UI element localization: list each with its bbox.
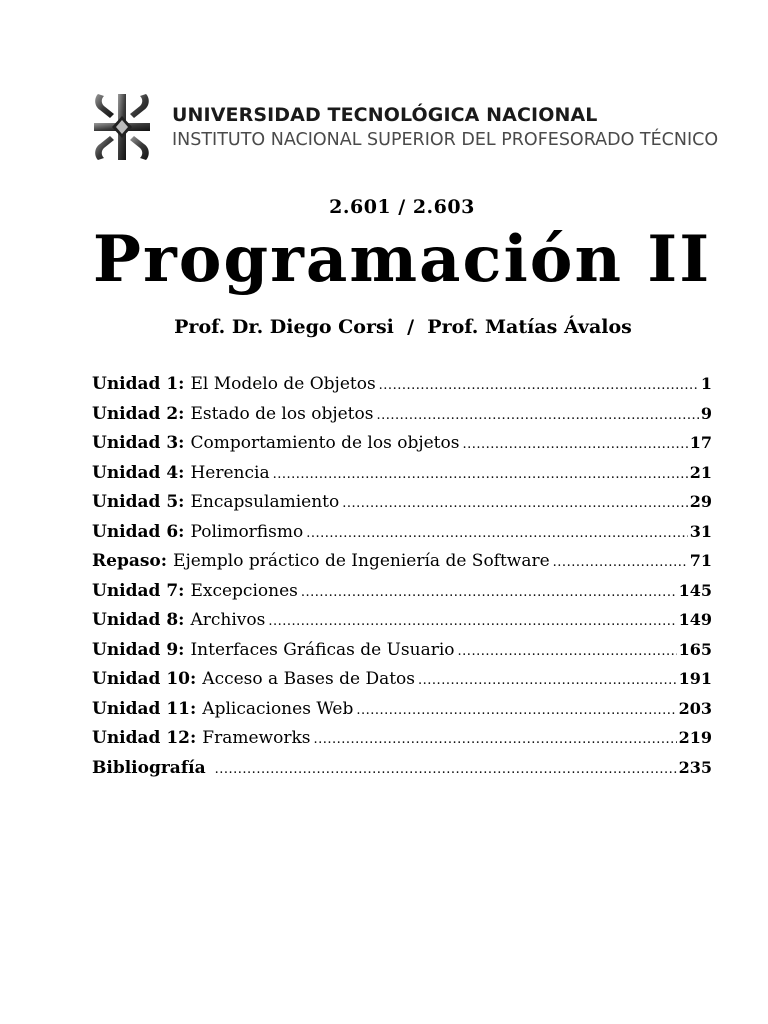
page-title: Programación II <box>92 222 712 297</box>
toc-entry-unidad-6[interactable] <box>92 522 712 552</box>
toc-title: Estado de los objetos <box>190 403 374 424</box>
toc-title: Herencia <box>190 462 270 483</box>
document-header <box>92 92 722 164</box>
toc-label: Unidad 12: <box>92 728 197 748</box>
toc-label: Unidad 5: <box>92 492 185 512</box>
toc-entry-repaso[interactable] <box>92 551 712 581</box>
toc-leader-dots <box>268 614 676 629</box>
toc-label: Repaso: <box>92 551 168 571</box>
toc-label: Unidad 9: <box>92 639 185 660</box>
toc-label: Unidad 7: <box>92 580 185 601</box>
toc-page-number: 21 <box>689 462 712 482</box>
toc-entry-unidad-3[interactable] <box>92 433 712 463</box>
toc-leader-dots <box>301 585 677 600</box>
toc-title: Excepciones <box>190 580 298 601</box>
toc-label: Unidad 6: <box>92 521 185 542</box>
toc-entry-unidad-8[interactable] <box>92 610 712 640</box>
toc-title: Comportamiento de los objetos <box>190 433 460 453</box>
institution-block <box>172 106 718 150</box>
toc-entry-bibliografia[interactable] <box>92 758 712 788</box>
toc-leader-dots <box>273 467 688 482</box>
toc-page-number: 9 <box>700 403 712 423</box>
toc-leader-dots <box>458 644 677 659</box>
toc-title: El Modelo de Objetos <box>190 374 376 394</box>
course-code: 2.601 / 2.603 <box>329 196 475 218</box>
toc-entry-unidad-11[interactable] <box>92 699 712 729</box>
toc-leader-dots <box>306 526 688 541</box>
toc-label: Unidad 10: <box>92 669 197 689</box>
toc-label: Unidad 4: <box>92 462 185 483</box>
toc-page-number: 145 <box>678 580 712 600</box>
toc-title: Polimorfismo <box>190 521 304 542</box>
toc-label: Unidad 11: <box>92 698 197 719</box>
toc-title: Acceso a Bases de Datos <box>202 669 416 689</box>
toc-page-number: 29 <box>689 492 712 511</box>
toc-page-number: 149 <box>678 610 712 629</box>
toc-page-number: 203 <box>678 698 712 718</box>
toc-label: Unidad 1: <box>92 374 185 394</box>
toc-entry-unidad-9[interactable] <box>92 640 712 670</box>
utn-logo-icon <box>92 92 152 162</box>
toc-leader-dots <box>215 762 677 777</box>
toc-page-number: 235 <box>678 757 712 777</box>
toc-entry-unidad-5[interactable] <box>92 492 712 522</box>
toc-leader-dots <box>462 437 687 452</box>
toc-page-number: 17 <box>689 433 712 452</box>
professors-line: Prof. Dr. Diego Corsi / Prof. Matías Ávalos <box>174 316 632 338</box>
toc-page-number: 71 <box>689 551 712 570</box>
toc-leader-dots <box>418 673 677 688</box>
toc-leader-dots <box>553 555 688 570</box>
toc-page-number: 165 <box>678 639 712 659</box>
toc-page-number: 219 <box>678 728 712 747</box>
toc-entry-unidad-1[interactable] <box>92 374 712 404</box>
toc-leader-dots <box>313 732 676 747</box>
toc-title: Archivos <box>190 610 266 630</box>
toc-leader-dots <box>356 703 676 718</box>
toc-entry-unidad-7[interactable] <box>92 581 712 611</box>
toc-entry-unidad-10[interactable] <box>92 669 712 699</box>
toc-page-number: 191 <box>678 669 712 688</box>
toc-title: Aplicaciones Web <box>202 698 354 719</box>
institute-name: INSTITUTO NACIONAL SUPERIOR DEL PROFESORADO TÉCNICO <box>172 130 719 150</box>
toc-page-number: 1 <box>700 374 712 393</box>
toc-leader-dots <box>379 378 699 393</box>
toc-label: Unidad 8: <box>92 610 185 630</box>
toc-entry-unidad-4[interactable] <box>92 463 712 493</box>
table-of-contents <box>92 374 712 787</box>
toc-title: Ejemplo práctico de Ingeniería de Software <box>173 551 550 571</box>
toc-label: Unidad 3: <box>92 433 185 453</box>
toc-title: Encapsulamiento <box>190 492 340 512</box>
university-name: UNIVERSIDAD TECNOLÓGICA NACIONAL <box>172 104 598 126</box>
toc-leader-dots <box>376 408 698 423</box>
toc-title: Interfaces Gráficas de Usuario <box>190 639 455 660</box>
toc-title: Frameworks <box>202 728 311 748</box>
toc-label: Unidad 2: <box>92 403 185 424</box>
toc-entry-unidad-12[interactable] <box>92 728 712 758</box>
toc-page-number: 31 <box>689 521 712 541</box>
toc-entry-unidad-2[interactable] <box>92 404 712 434</box>
toc-label: Bibliografía <box>92 757 206 778</box>
toc-leader-dots <box>342 496 687 511</box>
